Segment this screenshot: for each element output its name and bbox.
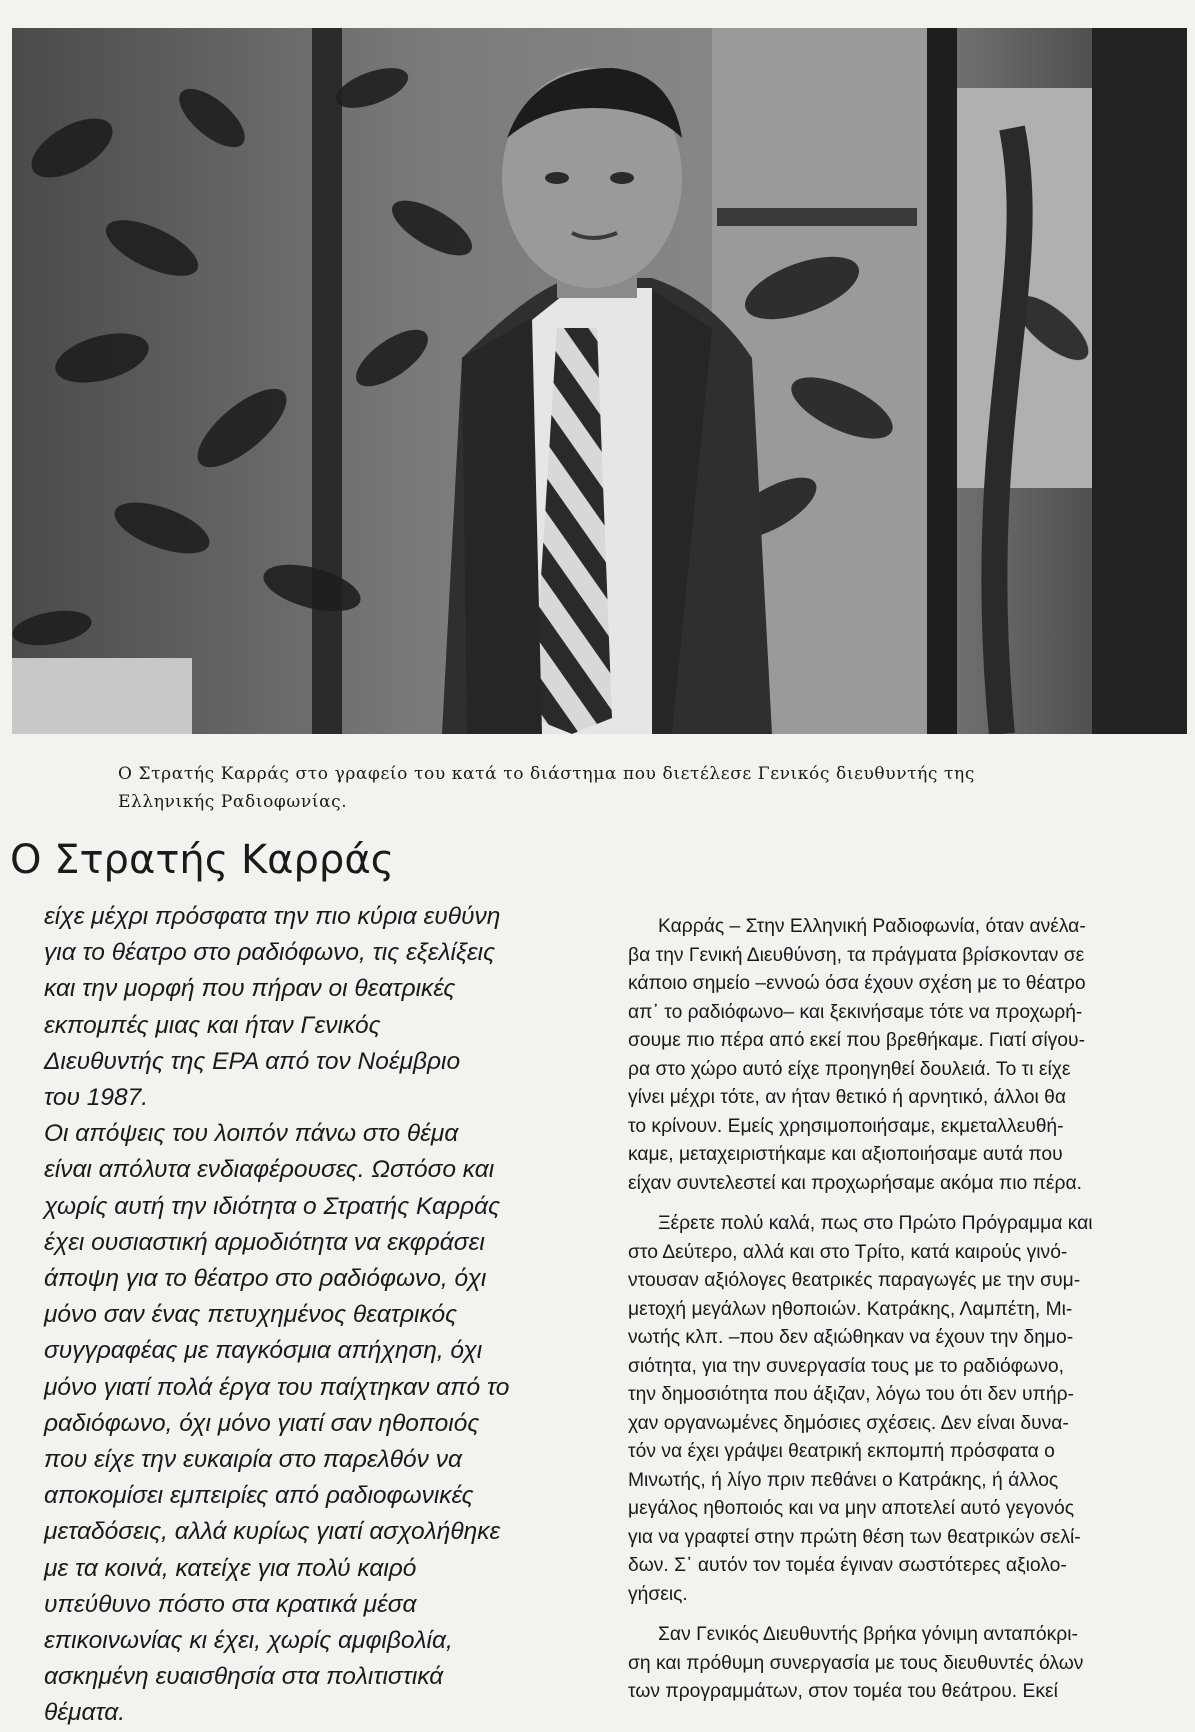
intro-line: υπεύθυνο πόστο στα κρατικά μέσα bbox=[44, 1590, 417, 1618]
intro-line: Οι απόψεις του λοιπόν πάνω στο θέμα bbox=[44, 1120, 459, 1148]
body-line: χαν οργανωμένες δημόσιες σχέσεις. Δεν είναι δυνα- bbox=[628, 1412, 1069, 1434]
body-line: την δημοσιότητα που άξιζαν, λόγω του ότι δεν υπήρ- bbox=[628, 1384, 1074, 1405]
intro-line: εκπομπές μιας και ήταν Γενικός bbox=[44, 1011, 381, 1039]
body-line: γήσεις. bbox=[628, 1583, 688, 1605]
intro-line: που είχε την ευκαιρία στο παρελθόν να bbox=[44, 1446, 462, 1474]
photo-caption bbox=[118, 760, 1098, 816]
body-line: Μινωτής, ή λίγο πριν πεθάνει ο Κατράκης, ή άλλος bbox=[628, 1469, 1059, 1491]
intro-line: για το θέατρο στο ραδιόφωνο, τις εξελίξεις bbox=[44, 939, 496, 967]
body-line: δων. Σ᾽ αυτόν τον τομέα έγιναν σωστότερες αξιολο- bbox=[628, 1555, 1067, 1576]
body-line: ρα στο χώρο αυτό είχε προηγηθεί δουλειά. Το τι είχε bbox=[628, 1058, 1071, 1080]
body-line: σιότητα, για την συνεργασία τους με το ραδιόφωνο, bbox=[628, 1355, 1064, 1377]
caption-line: Ελληνικής Ραδιοφωνίας. bbox=[118, 792, 348, 812]
intro-line: θέματα. bbox=[44, 1699, 126, 1727]
body-line: των προγραμμάτων, στον τομέα του θεάτρου. Εκεί bbox=[628, 1681, 1058, 1702]
body-line: νωτής κλπ. –που δεν αξιώθηκαν να έχουν την δημο- bbox=[628, 1327, 1074, 1348]
body-line: για να γραφτεί στην πρώτη θέση των θεατρικών σελί- bbox=[628, 1526, 1081, 1548]
intro-line: μεταδόσεις, αλλά κυρίως γιατί ασχολήθηκε bbox=[44, 1518, 501, 1546]
body-line: Σαν Γενικός Διευθυντής βρήκα γόνιμη ανταπόκρι- bbox=[658, 1624, 1078, 1645]
body-line: βα την Γενική Διευθύνση, τα πράγματα βρίσκονταν σε bbox=[628, 944, 1085, 966]
body-line: Ξέρετε πολύ καλά, πως στο Πρώτο Πρόγραμμα και bbox=[658, 1213, 1093, 1234]
body-paragraph bbox=[628, 1210, 1186, 1609]
intro-line: είναι απόλυτα ενδιαφέρουσες. Ωστόσο και bbox=[44, 1156, 495, 1184]
body-line: το κρίνουν. Εμείς χρησιμοποιήσαμε, εκμεταλλευθή- bbox=[628, 1115, 1064, 1137]
intro-line: ασκημένη ευαισθησία στα πολιτιστικά bbox=[44, 1663, 444, 1691]
body-line: κάποιο σημείο –εννοώ όσα έχουν σχέση με το θέατρο bbox=[628, 973, 1086, 994]
intro-line: χωρίς αυτή την ιδιότητα ο Στρατής Καρράς bbox=[44, 1192, 500, 1220]
caption-line: Ο Στρατής Καρράς στο γραφείο του κατά το διάστημα που διετέλεσε Γενικός διευθυντής της bbox=[118, 764, 975, 784]
body-line: μεγάλος ηθοποιός και να μην αποτελεί αυτό γεγονός bbox=[628, 1498, 1075, 1519]
intro-line: επικοινωνίας κι έχει, χωρίς αμφιβολία, bbox=[44, 1627, 453, 1655]
body-line: τόν να έχει γράψει θεατρική εκπομπή πρόσφατα ο bbox=[628, 1441, 1055, 1462]
intro-line: και την μορφή που πήραν οι θεατρικές bbox=[44, 975, 456, 1003]
intro-line: του 1987. bbox=[44, 1084, 149, 1112]
body-paragraph bbox=[628, 1621, 1186, 1707]
intro-line: Διευθυντής της ΕΡΑ από τον Νοέμβριο bbox=[44, 1047, 461, 1075]
intro-line: μόνο σαν ένας πετυχημένος θεατρικός bbox=[44, 1301, 457, 1329]
article-intro bbox=[44, 899, 604, 1732]
body-line: είχαν συντελεστεί και προχωρήσαμε ακόμα πιο πέρα. bbox=[628, 1172, 1082, 1194]
body-line: ντουσαν αξιόλογες θεατρικές παραγωγές με την συμ- bbox=[628, 1270, 1081, 1291]
intro-line: με τα κοινά, κατείχε για πολύ καιρό bbox=[44, 1554, 417, 1582]
body-line: ση και πρόθυμη συνεργασία με τους διευθυντές όλων bbox=[628, 1652, 1084, 1674]
intro-line: μόνο γιατί πολά έργα του παίχτηκαν από το bbox=[44, 1373, 510, 1401]
intro-line: ραδιόφωνο, όχι μόνο γιατί σαν ηθοποιός bbox=[44, 1409, 480, 1437]
body-line: στο Δεύτερο, αλλά και στο Τρίτο, κατά καιρούς γινό- bbox=[628, 1241, 1068, 1263]
photo-illustration bbox=[12, 28, 1187, 734]
body-line: απ᾽ το ραδιόφωνο– και ξεκινήσαμε τότε να προχωρή- bbox=[628, 1001, 1083, 1023]
intro-line: άποψη για το θέατρο στο ραδιόφωνο, όχι bbox=[44, 1265, 487, 1293]
article-title: Ο Στρατής Καρράς bbox=[10, 837, 395, 883]
body-line: γίνει μέχρι τότε, αν ήταν θετικό ή αρνητικό, άλλοι θα bbox=[628, 1087, 1066, 1108]
body-line: μετοχή μεγάλων ηθοποιών. Κατράκης, Λαμπέτη, Μι- bbox=[628, 1298, 1073, 1320]
body-line: σουμε πιο πέρα από εκεί που βρεθήκαμε. Γιατί σίγου- bbox=[628, 1030, 1085, 1051]
intro-line: αποκομίσει εμπειρίες από ραδιοφωνικές bbox=[44, 1482, 474, 1510]
intro-line: συγγραφέας με παγκόσμια απήχηση, όχι bbox=[44, 1337, 483, 1365]
body-line: καμε, μεταχειριστήκαμε και αξιοποιήσαμε αυτά που bbox=[628, 1144, 1063, 1165]
article-body bbox=[628, 913, 1186, 1719]
body-line: Καρράς – Στην Ελληνική Ραδιοφωνία, όταν ανέλα- bbox=[658, 916, 1086, 937]
portrait-photo bbox=[12, 28, 1187, 734]
body-paragraph bbox=[628, 913, 1186, 1198]
intro-line: έχει ουσιαστική αρμοδιότητα να εκφράσει bbox=[44, 1228, 485, 1256]
intro-line: είχε μέχρι πρόσφατα την πιο κύρια ευθύνη bbox=[44, 903, 501, 930]
